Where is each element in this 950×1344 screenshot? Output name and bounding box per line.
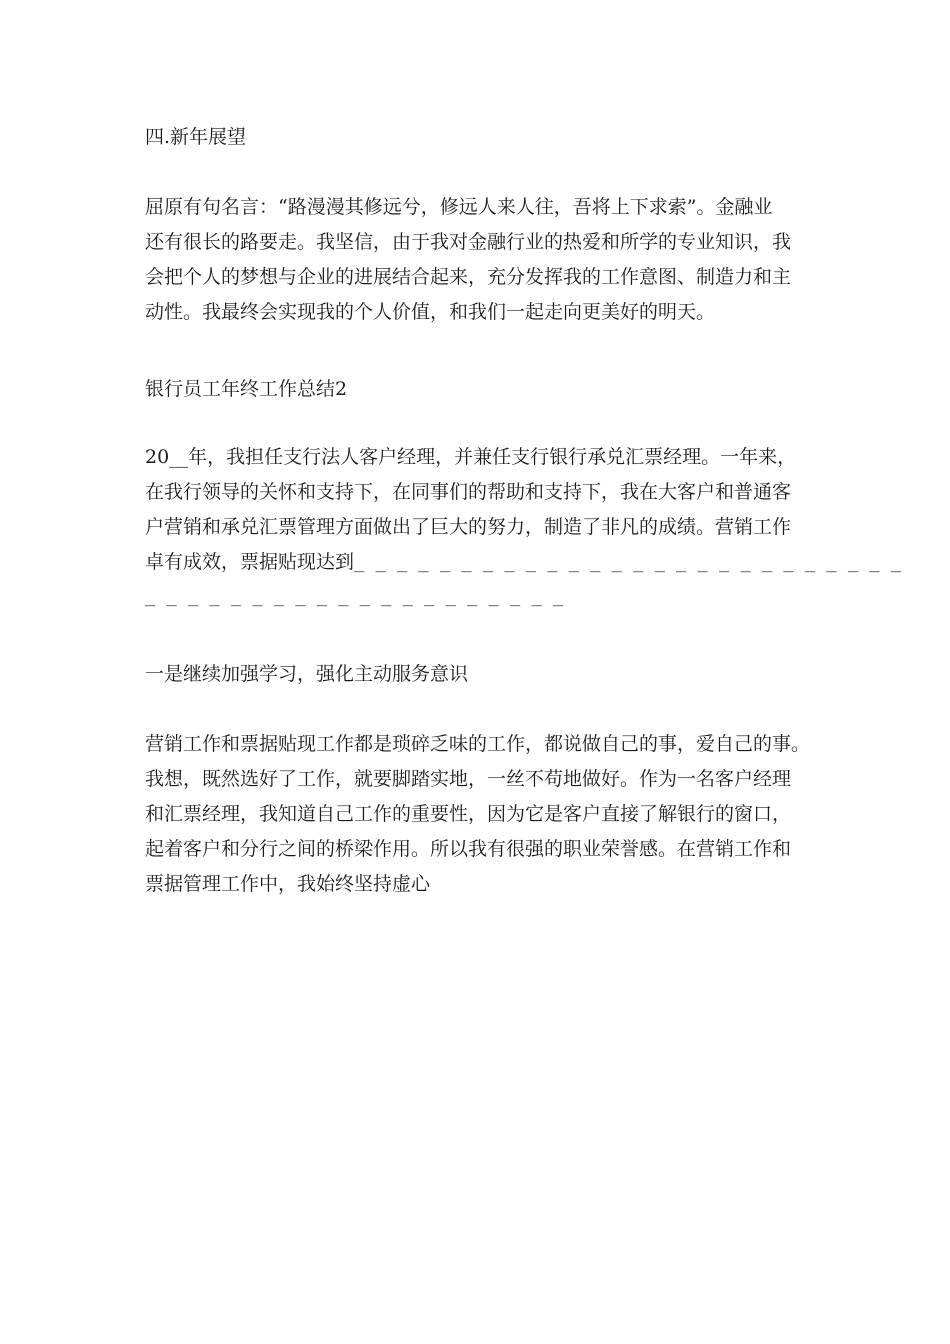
paragraph-summary-intro	[145, 440, 902, 615]
paragraph-line: 屈原有句名言：“路漫漫其修远兮，修远人来人往，吾将上下求索”。金融业	[145, 196, 773, 218]
paragraph-line: 会把个人的梦想与企业的进展结合起来，充分发挥我的工作意图、制造力和主	[145, 266, 792, 288]
title-text: 银行员工年终工作总结2	[145, 378, 348, 400]
paragraph-line: 我想，既然选好了工作，就要脚踏实地，一丝不苟地做好。作为一名客户经理	[145, 768, 792, 790]
paragraph-line: 和汇票经理，我知道自己工作的重要性，因为它是客户直接了解银行的窗口，	[145, 803, 792, 825]
blank-fill-line	[145, 545, 902, 580]
paragraph-line: 户营销和承兑汇票管理方面做出了巨大的努力，制造了非凡的成绩。营销工作	[145, 516, 792, 538]
blank-fill-dashes: _ _ _ _ _ _ _ _ _ _ _ _ _ _ _ _ _ _ _ _ _ _ _ _ _ _	[354, 553, 902, 573]
blank-line-prefix: 卓有成效，票据贴现达到	[145, 551, 355, 573]
paragraph-line: 营销工作和票据贴现工作都是琐碎乏味的工作，都说做自己的事，爱自己的事。	[145, 733, 811, 755]
section-heading-new-year-outlook	[145, 120, 825, 155]
paragraph-line: 动性。我最终会实现我的个人价值，和我们一起走向更美好的明天。	[145, 301, 716, 323]
heading-text: 一是继续加强学习，强化主动服务意识	[145, 663, 469, 685]
paragraph-learning	[145, 727, 825, 902]
summary-title	[145, 372, 825, 407]
paragraph-line: 在我行领导的关怀和支持下，在同事们的帮助和支持下，我在大客户和普通客	[145, 481, 792, 503]
heading-text: 四.新年展望	[145, 126, 247, 148]
point-heading-learning	[145, 657, 825, 692]
paragraph-line: 起着客户和分行之间的桥梁作用。所以我有很强的职业荣誉感。在营销工作和	[145, 838, 792, 860]
paragraph-line: 还有很长的路要走。我坚信，由于我对金融行业的热爱和所学的专业知识，我	[145, 231, 792, 253]
blank-fill-dashes-line-2: _ _ _ _ _ _ _ _ _ _ _ _ _ _ _ _ _ _ _ _	[145, 587, 564, 607]
paragraph-line: 20__年，我担任支行法人客户经理，并兼任支行银行承兑汇票经理。一年来，	[145, 446, 797, 468]
paragraph-line: 票据管理工作中，我始终坚持虚心	[145, 873, 431, 895]
paragraph-new-year-outlook	[145, 190, 825, 330]
